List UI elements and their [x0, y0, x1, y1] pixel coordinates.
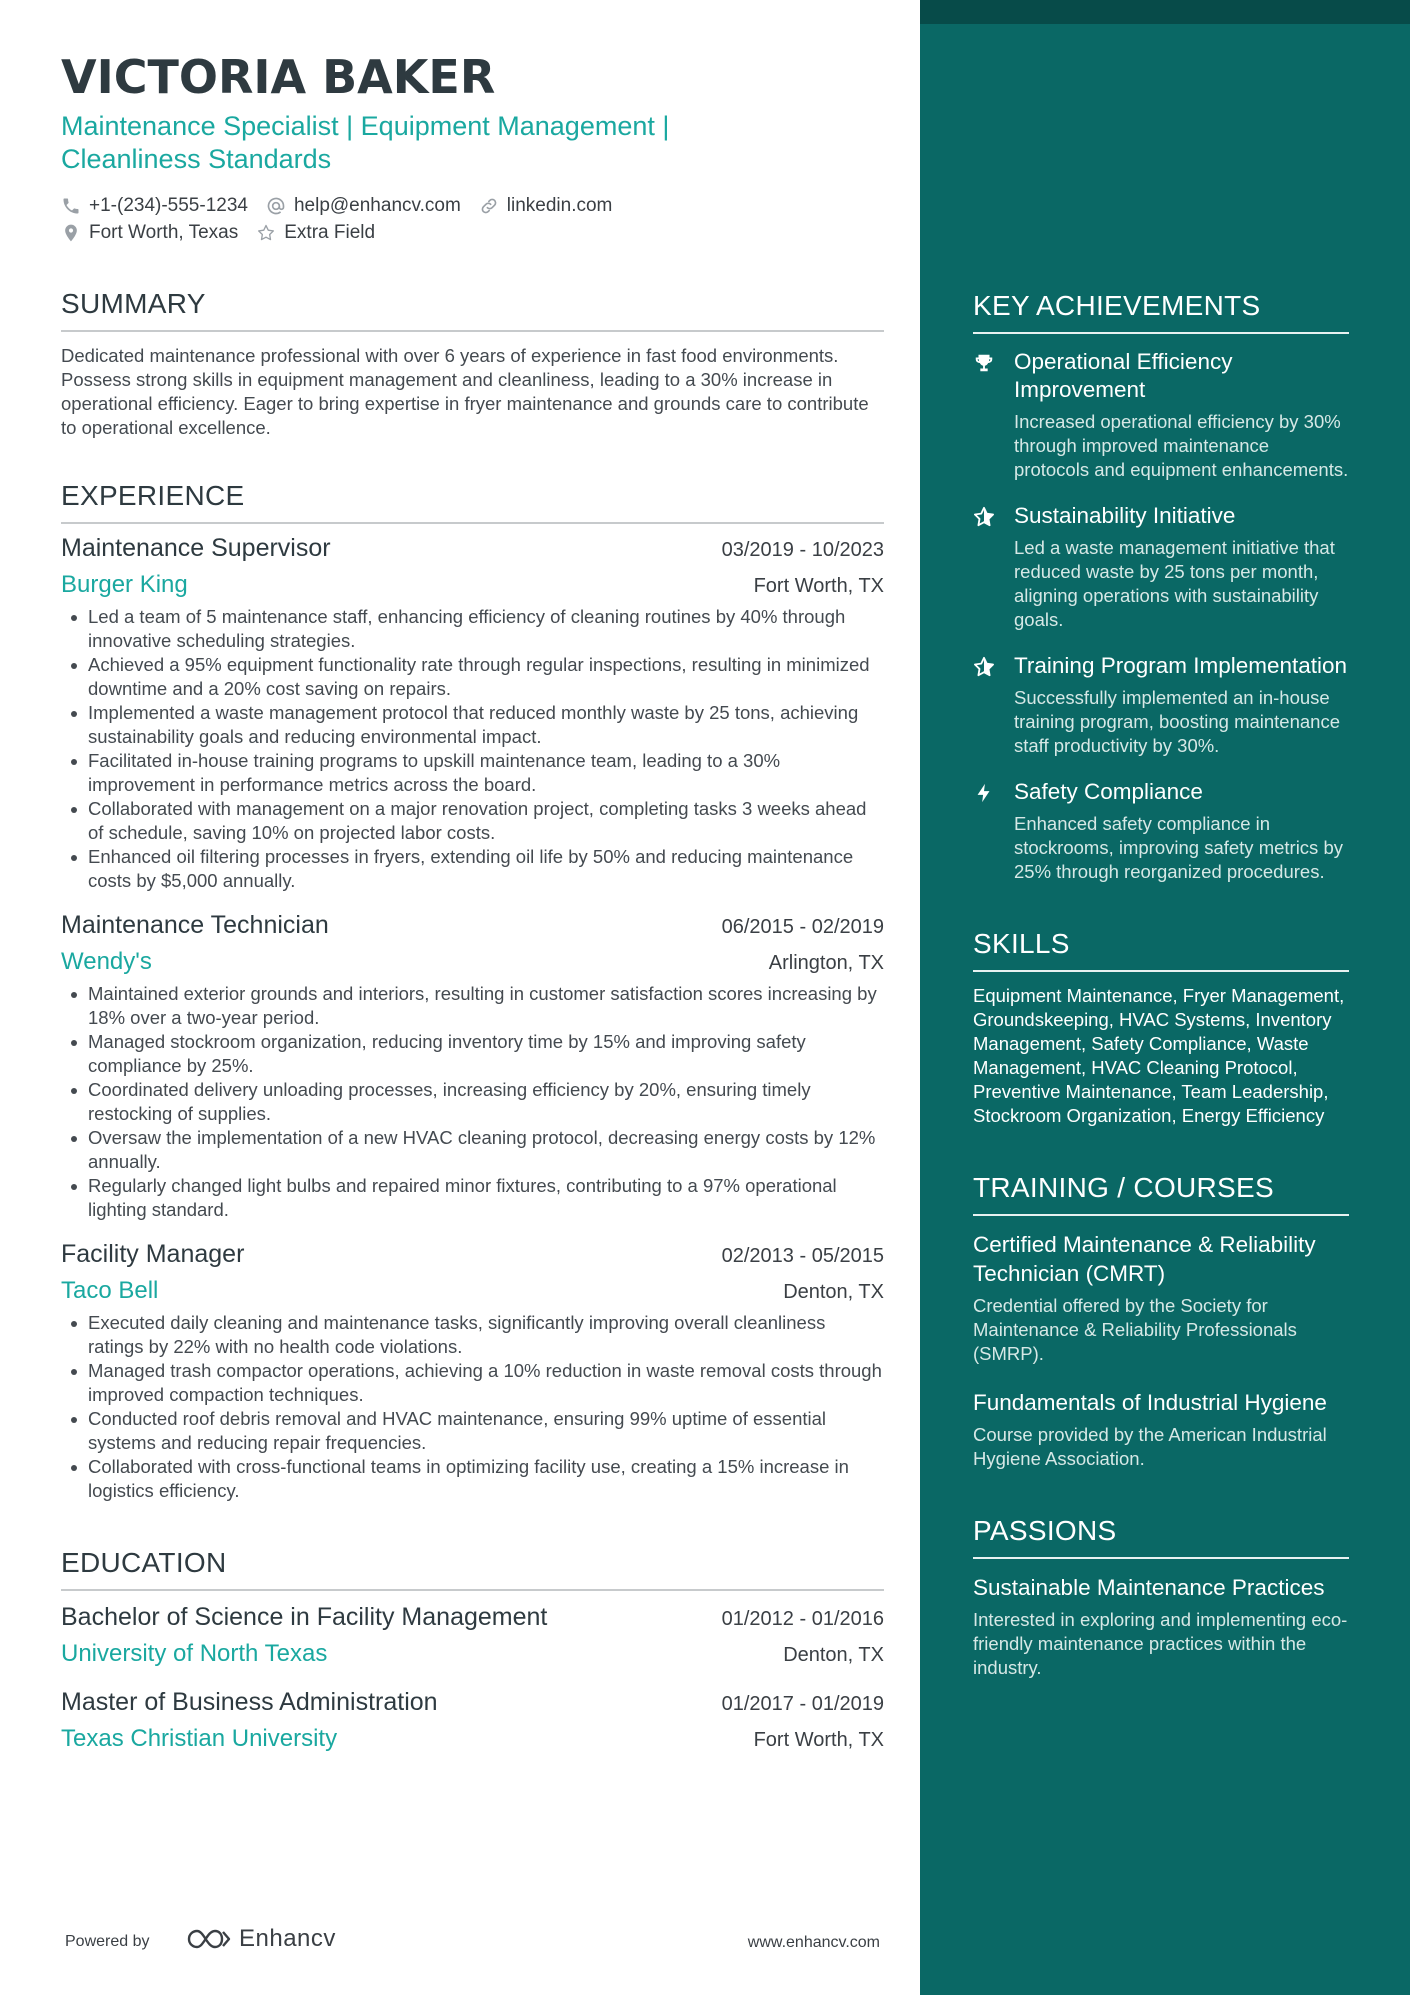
achievement-item — [973, 502, 1349, 632]
passions-section — [973, 1515, 1349, 1680]
job-bullets — [61, 982, 884, 1222]
job-entry — [61, 1240, 884, 1503]
achievement-title: Operational Efficiency Improvement — [1014, 349, 1233, 402]
job-dates: 02/2013 - 05/2015 — [721, 1245, 884, 1267]
phone-icon — [61, 196, 81, 216]
job-bullet: Managed trash compactor operations, achieving a 10% reduction in waste removal costs through improved compaction techniques. — [61, 1359, 884, 1407]
job-bullet: Maintained exterior grounds and interiors, resulting in customer satisfaction scores increasing by 18% over a two-year period. — [61, 982, 884, 1030]
degree-title: Bachelor of Science in Facility Management — [61, 1603, 548, 1631]
job-bullet: Collaborated with cross-functional teams in optimizing facility use, creating a 15% increase in logistics efficiency. — [61, 1455, 884, 1503]
link-icon — [479, 196, 499, 216]
location-text: Fort Worth, Texas — [89, 221, 239, 243]
job-company: Burger King — [61, 571, 188, 598]
candidate-tagline: Maintenance Specialist | Equipment Management | Cleanliness Standards — [61, 111, 670, 174]
achievement-desc: Enhanced safety compliance in stockrooms, improving safety metrics by 25% through reorganized procedures. — [1014, 813, 1343, 882]
job-bullet: Conducted roof debris removal and HVAC maintenance, ensuring 99% uptime of essential systems and reducing repair frequencies. — [61, 1407, 884, 1455]
achievement-desc: Successfully implemented an in-house training program, boosting maintenance staff productivity by 30%. — [1014, 687, 1340, 756]
job-bullets — [61, 1311, 884, 1503]
training-heading: TRAINING / COURSES — [973, 1172, 1349, 1216]
education-heading: EDUCATION — [61, 1547, 884, 1591]
degree-dates: 01/2017 - 01/2019 — [721, 1693, 884, 1715]
enhancv-logo-icon — [185, 1925, 233, 1953]
experience-section — [61, 480, 884, 1503]
achievement-desc: Led a waste management initiative that reduced waste by 25 tons per month, aligning operations with sustainability goals. — [1014, 537, 1335, 630]
summary-text: Dedicated maintenance professional with over 6 years of experience in fast food environments. Possess strong skills in equipment management and cleanliness, leading to a 30% increase in operational efficiency. Eager to bring expertise in fryer maintenance and grounds care to contribute to operational excellence. — [61, 345, 869, 438]
job-entry — [61, 534, 884, 893]
job-location: Fort Worth, TX — [753, 575, 884, 597]
location-pin-icon — [61, 223, 81, 243]
email-contact[interactable] — [266, 195, 461, 217]
star-icon — [973, 656, 995, 678]
school-name: University of North Texas — [61, 1640, 328, 1667]
enhancv-logo-text: Enhancv — [239, 1925, 336, 1952]
job-title: Maintenance Supervisor — [61, 534, 331, 562]
linkedin-contact[interactable] — [479, 195, 613, 217]
job-bullet: Achieved a 95% equipment functionality rate through regular inspections, resulting in minimized downtime and a 20% cost saving on repairs. — [61, 653, 884, 701]
job-company: Taco Bell — [61, 1277, 159, 1304]
summary-section — [61, 288, 884, 440]
passion-desc: Interested in exploring and implementing eco-friendly maintenance practices within the industry. — [973, 1609, 1348, 1678]
trophy-icon — [973, 352, 995, 374]
passion-title: Sustainable Maintenance Practices — [973, 1575, 1325, 1600]
extra-field-text: Extra Field — [284, 221, 376, 243]
degree-dates: 01/2012 - 01/2016 — [721, 1608, 884, 1630]
job-bullet: Enhanced oil filtering processes in fryers, extending oil life by 50% and reducing maintenance costs by $5,000 annually. — [61, 845, 884, 893]
achievement-item — [973, 652, 1349, 758]
website-link[interactable]: www.enhancv.com — [747, 1934, 880, 1951]
job-bullet: Coordinated delivery unloading processes, increasing efficiency by 20%, ensuring timely restocking of supplies. — [61, 1078, 884, 1126]
school-name: Texas Christian University — [61, 1725, 338, 1752]
skills-section — [973, 928, 1349, 1128]
course-title: Certified Maintenance & Reliability Technician (CMRT) — [973, 1232, 1316, 1286]
sidebar-top-band — [920, 0, 1410, 24]
job-location: Arlington, TX — [768, 952, 884, 974]
star-icon — [973, 506, 995, 528]
sidebar-column — [973, 290, 1349, 1680]
achievements-heading: KEY ACHIEVEMENTS — [973, 290, 1349, 334]
job-bullet: Managed stockroom organization, reducing inventory time by 15% and improving safety compliance by 25%. — [61, 1030, 884, 1078]
extra-field-contact — [256, 222, 375, 244]
achievement-item — [973, 778, 1349, 884]
job-bullets — [61, 605, 884, 893]
education-entry — [61, 1603, 884, 1668]
main-column — [61, 48, 884, 1753]
achievement-title: Sustainability Initiative — [1014, 503, 1236, 528]
course-item — [973, 1388, 1349, 1471]
job-bullet: Facilitated in-house training programs to upskill maintenance team, leading to a 30% improvement in performance metrics across the board. — [61, 749, 884, 797]
achievement-title: Training Program Implementation — [1014, 653, 1348, 678]
phone-text: +1-(234)-555-1234 — [89, 194, 248, 216]
job-title: Facility Manager — [61, 1240, 245, 1268]
achievements-section — [973, 290, 1349, 884]
star-outline-icon — [256, 223, 276, 243]
achievement-item — [973, 348, 1349, 482]
skills-heading: SKILLS — [973, 928, 1349, 972]
course-desc: Course provided by the American Industrial Hygiene Association. — [973, 1424, 1327, 1469]
enhancv-logo[interactable] — [185, 1925, 336, 1953]
degree-title: Master of Business Administration — [61, 1688, 438, 1716]
job-dates: 03/2019 - 10/2023 — [721, 539, 884, 561]
job-title: Maintenance Technician — [61, 911, 329, 939]
school-location: Fort Worth, TX — [753, 1729, 884, 1751]
job-bullet: Collaborated with management on a major renovation project, completing tasks 3 weeks ahead of schedule, saving 10% on projected labor costs. — [61, 797, 884, 845]
job-bullet: Oversaw the implementation of a new HVAC cleaning protocol, decreasing energy costs by 12% annually. — [61, 1126, 884, 1174]
contact-info — [61, 192, 884, 246]
job-company: Wendy's — [61, 948, 152, 975]
education-section — [61, 1547, 884, 1753]
experience-heading: EXPERIENCE — [61, 480, 884, 524]
footer — [65, 1925, 880, 1959]
job-bullet: Regularly changed light bulbs and repaired minor fixtures, contributing to a 97% operational lighting standard. — [61, 1174, 884, 1222]
email-text: help@enhancv.com — [293, 194, 461, 216]
school-location: Denton, TX — [783, 1644, 884, 1666]
education-entry — [61, 1688, 884, 1753]
course-title: Fundamentals of Industrial Hygiene — [973, 1390, 1327, 1415]
course-item — [973, 1230, 1349, 1366]
job-bullet: Led a team of 5 maintenance staff, enhancing efficiency of cleaning routines by 40% through innovative scheduling strategies. — [61, 605, 884, 653]
phone-contact[interactable] — [61, 195, 248, 217]
training-section — [973, 1172, 1349, 1471]
linkedin-text: linkedin.com — [506, 194, 613, 216]
job-dates: 06/2015 - 02/2019 — [721, 916, 884, 938]
location-contact — [61, 222, 238, 244]
course-desc: Credential offered by the Society for Maintenance & Reliability Professionals (SMRP). — [973, 1295, 1297, 1364]
job-bullet: Executed daily cleaning and maintenance tasks, significantly improving overall cleanliness ratings by 22% with no health code violations. — [61, 1311, 884, 1359]
lightning-icon — [973, 782, 995, 804]
summary-heading: SUMMARY — [61, 288, 884, 332]
passions-heading: PASSIONS — [973, 1515, 1349, 1559]
at-icon — [266, 196, 286, 216]
skills-list: Equipment Maintenance, Fryer Management, Groundskeeping, HVAC Systems, Inventory Management, Safety Compliance, Waste Management, HVAC Cleaning Protocol, Preventive Maintenance, Team Leadership, Stockroom Organization, Energy Efficiency — [973, 985, 1345, 1126]
job-entry — [61, 911, 884, 1222]
powered-by-text: Powered by — [65, 1933, 150, 1950]
achievement-desc: Increased operational efficiency by 30% through improved maintenance protocols and equipment enhancements. — [1014, 411, 1349, 480]
job-location: Denton, TX — [783, 1281, 884, 1303]
passion-item — [973, 1573, 1349, 1680]
candidate-name: VICTORIA BAKER — [61, 50, 496, 104]
achievement-title: Safety Compliance — [1014, 779, 1203, 804]
job-bullet: Implemented a waste management protocol that reduced monthly waste by 25 tons, achieving sustainability goals and reducing environmental impact. — [61, 701, 884, 749]
